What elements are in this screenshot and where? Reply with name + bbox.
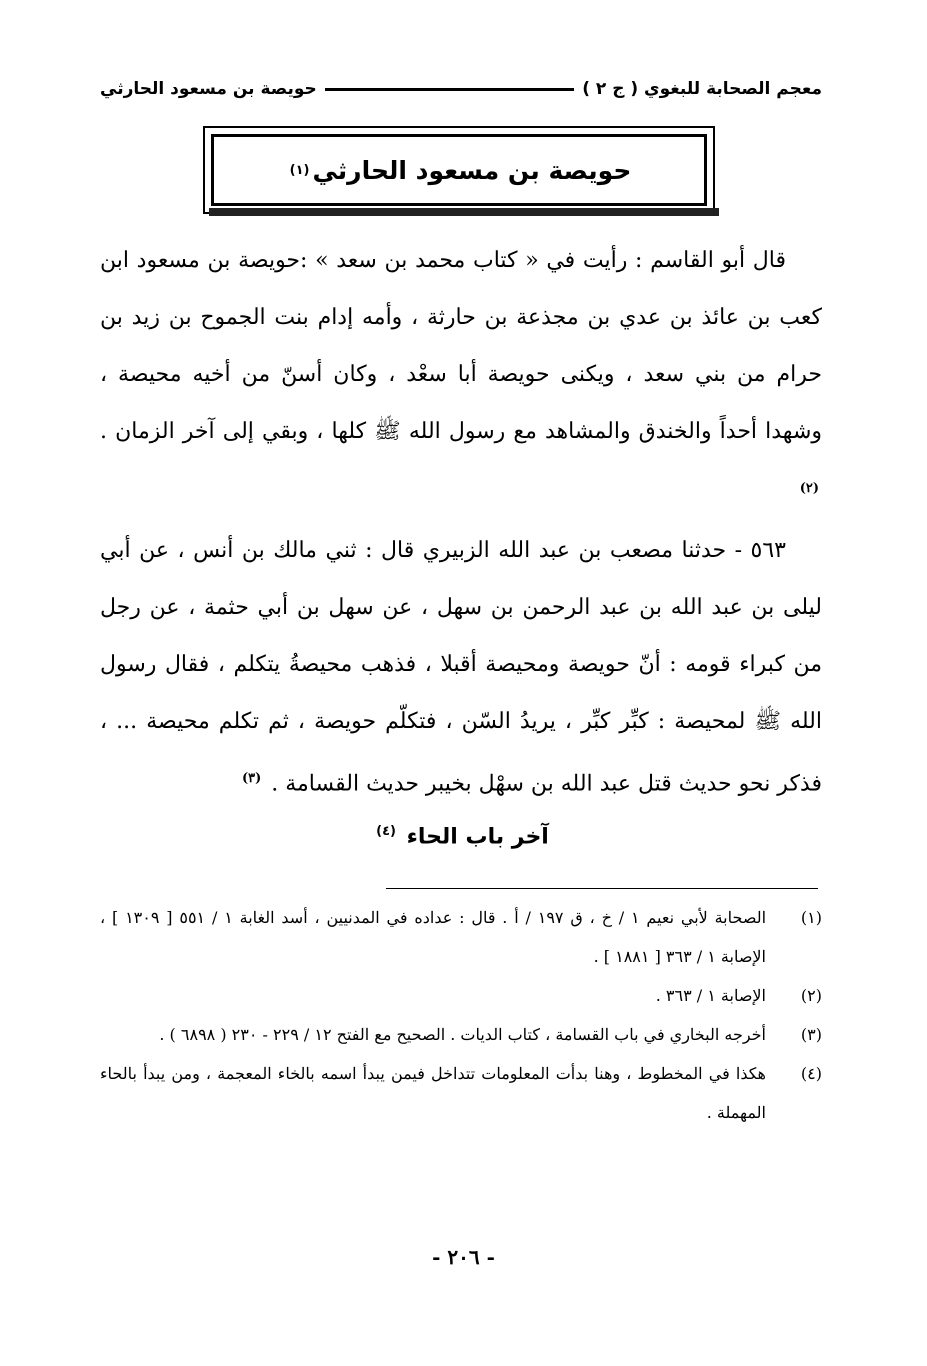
- header-rule: [325, 88, 574, 91]
- book-title: معجم الصحابة للبغوي ( ج ٢ ): [582, 79, 822, 99]
- footnote-number: (٤): [800, 1064, 822, 1083]
- footnote-text: الصحابة لأبي نعيم ١ / خ ، ق ١٩٧ / أ . قال : عداده في المدنيين ، أسد الغابة ١ / ٥٥١ [ ١٣٠٩ ] ، الإصابة ١ / ٣٦٣ [ ١٨٨١ ] .: [100, 908, 767, 966]
- footnote-item: [100, 1054, 822, 1132]
- footnote-text: هكذا في المخطوط ، وهنا بدأت المعلومات تتداخل فيمن يبدأ اسمه بالخاء المعجمة ، ومن يبدأ بالحاء المهملة .: [100, 1064, 766, 1122]
- section-footnote-ref: (٤): [376, 824, 396, 839]
- paragraph-biography: [100, 232, 822, 522]
- paragraph-biography-ref: (٢): [799, 481, 819, 496]
- paragraph-biography-text: قال أبو القاسم : رأيت في « كتاب محمد بن سعد » :حويصة بن مسعود ابن كعب بن عائذ بن عدي بن مجذعة بن حارثة ، وأمه إدام بنت الجموح بن زيد بن حرام من بني سعد ، ويكنى حويصة أبا سعْد ، وكان أسنّ من أخيه محيصة ، وشهدا أحداً والخندق والمشاهد مع رسول الله ﷺ كلها ، وبقي إلى آخر الزمان .: [100, 248, 822, 444]
- footnotes: [100, 898, 822, 1132]
- footnote-item: [100, 898, 822, 976]
- footnote-item: [100, 1015, 822, 1054]
- running-header: [100, 74, 822, 104]
- heading-footnote-ref: (١): [289, 162, 310, 178]
- paragraph-hadith: [100, 522, 822, 812]
- paragraph-hadith-text: ٥٦٣ - حدثنا مصعب بن عبد الله الزبيري قال : ثني مالك بن أنس ، عن أبي ليلى بن عبد الله بن عبد الرحمن بن سهل ، عن سهل بن أبي حثمة ، عن رجل من كبراء قومه : أنّ حويصة ومحيصة أقبلا ، فذهب محيصةُ يتكلم ، فقال رسول الله ﷺ لمحيصة : كبِّر كبِّر ، يريدُ السّن ، فتكلّم حويصة ، ثم تكلم محيصة ... ، فذكر نحو حديث قتل عبد الله بن سهْل بخيبر حديث القسامة .: [100, 538, 822, 797]
- entry-title-box: [203, 126, 715, 214]
- body-text: [100, 232, 822, 813]
- entry-title: حويصة بن مسعود الحارثي: [100, 79, 317, 99]
- entry-heading: حويصة بن مسعود الحارثي: [312, 155, 632, 185]
- section-title: آخر باب الحاء: [406, 824, 549, 850]
- footnote-text: أخرجه البخاري في باب القسامة ، كتاب الديات . الصحيح مع الفتح ١٢ / ٢٢٩ - ٢٣٠ ( ٦٨٩٨ ) .: [159, 1025, 766, 1044]
- page-number: - ٢٠٦ -: [432, 1245, 495, 1269]
- footnote-text: الإصابة ١ / ٣٦٣ .: [655, 986, 766, 1005]
- footnote-number: (١): [800, 908, 822, 927]
- footnote-item: [100, 976, 822, 1015]
- footnote-number: (٣): [800, 1025, 822, 1044]
- paragraph-hadith-ref: (٣): [241, 771, 262, 787]
- footnote-number: (٢): [800, 986, 822, 1005]
- footnote-divider: [386, 888, 818, 889]
- section-end-heading: [100, 824, 822, 849]
